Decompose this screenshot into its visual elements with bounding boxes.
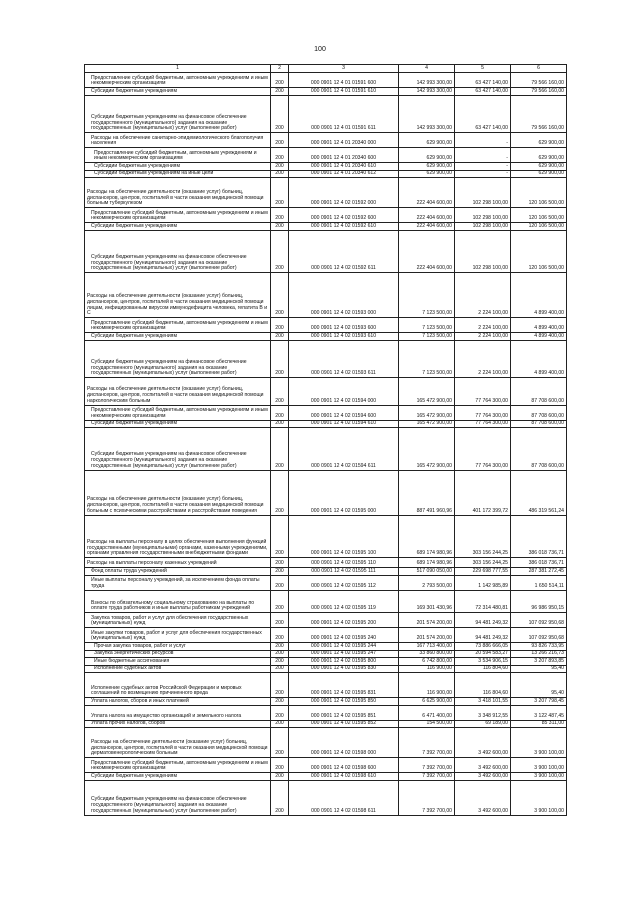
row-approved-cell: 7 392 700,00 (399, 728, 455, 758)
row-approved-cell: 629 900,00 (399, 148, 455, 163)
row-kbk-cell: 000 0901 12 4 02 01595 850 (289, 698, 399, 706)
header-row (85, 65, 567, 73)
table-row (85, 405, 567, 420)
table-row (85, 575, 567, 590)
row-name-cell: Субсидии бюджетным учреждениям на финансовое обеспечение государственного (муниципального) задания на оказание государственных (муниципальных) услуг (выполнение работ) (85, 340, 271, 378)
row-approved-cell: 7 392 700,00 (399, 758, 455, 773)
row-kbk-cell: 000 0901 12 4 02 01593 600 (289, 318, 399, 333)
row-kbk-cell: 000 0901 12 4 02 01593 000 (289, 273, 399, 318)
row-approved-cell: 689 174 980,96 (399, 558, 455, 568)
row-kbk-cell: 000 0901 12 4 02 01592 600 (289, 208, 399, 223)
row-kbk-cell: 000 0901 12 4 02 01598 610 (289, 773, 399, 781)
header-cell: 1 (85, 65, 271, 73)
row-kbk-cell: 000 0901 12 4 02 01594 610 (289, 420, 399, 428)
row-code-cell: 200 (271, 208, 289, 223)
row-kbk-cell: 000 0901 12 4 02 01595 852 (289, 720, 399, 728)
row-name-cell: Расходы на обеспечение деятельности (оказание услуг) больниц, диспансеров, центров, госпиталей в части оказания медицинской помощи больным с психическими расстройствами и расстройствами поведения (85, 470, 271, 515)
row-executed-cell: - (455, 133, 511, 148)
row-remaining-cell: 93 826 733,95 (511, 643, 567, 651)
table-row (85, 318, 567, 333)
table-row (85, 470, 567, 515)
row-remaining-cell: 87 708 600,00 (511, 378, 567, 406)
row-name-cell: Предоставление субсидий бюджетным, автономным учреждениям и иным некоммерческим организациям (85, 73, 271, 88)
row-remaining-cell: 386 018 736,71 (511, 558, 567, 568)
row-remaining-cell: 107 092 950,68 (511, 613, 567, 628)
row-executed-cell: 63 427 140,00 (455, 95, 511, 133)
table-row (85, 673, 567, 698)
table-row (85, 658, 567, 666)
row-name-cell: Уплата прочих налогов, сборов (85, 720, 271, 728)
row-remaining-cell: 120 106 500,00 (511, 208, 567, 223)
row-kbk-cell: 000 0901 12 4 01 01591 600 (289, 73, 399, 88)
page-number: 100 (314, 46, 326, 53)
row-executed-cell: - (455, 163, 511, 171)
table-row (85, 223, 567, 231)
row-remaining-cell: 85 311,00 (511, 720, 567, 728)
row-code-cell: 200 (271, 650, 289, 658)
row-remaining-cell: 79 566 160,00 (511, 95, 567, 133)
row-name-cell: Предоставление субсидий бюджетным, автономным учреждениям и иным некоммерческим организациям (85, 758, 271, 773)
row-kbk-cell: 000 0901 12 4 02 01592 000 (289, 178, 399, 208)
budget-table (84, 64, 567, 816)
row-remaining-cell: 95,40 (511, 673, 567, 698)
table-row (85, 208, 567, 223)
row-executed-cell: 72 314 480,81 (455, 590, 511, 613)
row-name-cell: Уплата налогов, сборов и иных платежей (85, 698, 271, 706)
table-row (85, 178, 567, 208)
row-approved-cell: 629 900,00 (399, 133, 455, 148)
row-approved-cell: 165 472 900,00 (399, 420, 455, 428)
row-executed-cell: 77 764 300,00 (455, 420, 511, 428)
row-name-cell: Предоставление субсидий бюджетным, автономным учреждениям и иным некоммерческим организациям (85, 148, 271, 163)
row-name-cell: Расходы на обеспечение деятельности (оказание услуг) больниц, диспансеров, центров, госпиталей в части оказания медицинской помощи наркологическим больным (85, 378, 271, 406)
table-row (85, 333, 567, 341)
row-code-cell: 200 (271, 758, 289, 773)
row-name-cell: Фонд оплаты труда учреждений (85, 568, 271, 576)
row-code-cell: 200 (271, 273, 289, 318)
table-row (85, 558, 567, 568)
row-kbk-cell: 000 0901 12 4 02 01595 110 (289, 558, 399, 568)
header-cell: 6 (511, 65, 567, 73)
row-executed-cell: 102 298 100,00 (455, 223, 511, 231)
row-code-cell: 200 (271, 340, 289, 378)
row-remaining-cell: 13 266 216,73 (511, 650, 567, 658)
row-name-cell: Иные бюджетные ассигнования (85, 658, 271, 666)
row-kbk-cell: 000 0901 12 4 01 20340 612 (289, 170, 399, 178)
row-remaining-cell: 96 986 950,15 (511, 590, 567, 613)
row-approved-cell: 116 900,00 (399, 665, 455, 673)
row-code-cell: 200 (271, 470, 289, 515)
row-remaining-cell: 3 207 893,85 (511, 658, 567, 666)
row-remaining-cell: 79 566 160,00 (511, 88, 567, 96)
row-executed-cell: 77 764 300,00 (455, 405, 511, 420)
row-remaining-cell: 629 900,00 (511, 133, 567, 148)
header-cell: 5 (455, 65, 511, 73)
header-cell: 4 (399, 65, 455, 73)
row-executed-cell: 94 481 249,32 (455, 613, 511, 628)
row-executed-cell: 3 492 600,00 (455, 728, 511, 758)
row-code-cell: 200 (271, 568, 289, 576)
row-code-cell: 200 (271, 613, 289, 628)
table-row (85, 780, 567, 815)
table-row (85, 728, 567, 758)
row-code-cell: 200 (271, 658, 289, 666)
row-code-cell: 200 (271, 665, 289, 673)
table-row (85, 340, 567, 378)
row-executed-cell: 3 534 906,15 (455, 658, 511, 666)
row-name-cell: Закупка товаров, работ и услуг для обеспечения государственных (муниципальных) нужд (85, 613, 271, 628)
row-code-cell: 200 (271, 515, 289, 558)
table-row (85, 428, 567, 471)
table-row (85, 665, 567, 673)
header-cell: 2 (271, 65, 289, 73)
row-kbk-cell: 000 0901 12 4 02 01593 610 (289, 333, 399, 341)
row-code-cell: 200 (271, 575, 289, 590)
row-code-cell: 200 (271, 333, 289, 341)
row-approved-cell: 222 404 600,00 (399, 230, 455, 273)
row-executed-cell: 116 804,60 (455, 673, 511, 698)
row-kbk-cell: 000 0901 12 4 02 01595 830 (289, 665, 399, 673)
row-remaining-cell: 120 106 500,00 (511, 178, 567, 208)
row-executed-cell: 3 418 101,55 (455, 698, 511, 706)
row-remaining-cell: 386 018 736,71 (511, 515, 567, 558)
row-kbk-cell: 000 0901 12 4 02 01595 111 (289, 568, 399, 576)
row-remaining-cell: 79 566 160,00 (511, 73, 567, 88)
row-kbk-cell: 000 0901 12 4 02 01598 611 (289, 780, 399, 815)
table-row (85, 515, 567, 558)
row-executed-cell: 1 142 985,89 (455, 575, 511, 590)
row-code-cell: 200 (271, 643, 289, 651)
header-cell: 3 (289, 65, 399, 73)
table-row (85, 613, 567, 628)
row-kbk-cell: 000 0901 12 4 02 01595 244 (289, 643, 399, 651)
row-name-cell: Предоставление субсидий бюджетным, автономным учреждениям и иным некоммерческим организациям (85, 318, 271, 333)
row-remaining-cell: 3 122 487,45 (511, 705, 567, 720)
row-approved-cell: 142 993 300,00 (399, 95, 455, 133)
row-code-cell: 200 (271, 163, 289, 171)
table-row (85, 163, 567, 171)
row-approved-cell: 222 404 600,00 (399, 178, 455, 208)
row-approved-cell: 6 625 900,00 (399, 698, 455, 706)
row-remaining-cell: 4 899 400,00 (511, 333, 567, 341)
row-name-cell: Субсидии бюджетным учреждениям на финансовое обеспечение государственного (муниципального) задания на оказание государственных (муниципальных) услуг (выполнение работ) (85, 95, 271, 133)
row-code-cell: 200 (271, 178, 289, 208)
row-name-cell: Исполнение судебных актов Российской Федерации и мировых соглашений по возмещению причиненного вреда (85, 673, 271, 698)
row-name-cell: Взносы по обязательному социальному страхованию на выплаты по оплате труда работников и иные выплаты работникам учреждений (85, 590, 271, 613)
table-row (85, 133, 567, 148)
row-kbk-cell: 000 0901 12 4 01 01591 610 (289, 88, 399, 96)
row-approved-cell: 6 471 400,00 (399, 705, 455, 720)
row-kbk-cell: 000 0901 12 4 01 01591 611 (289, 95, 399, 133)
row-remaining-cell: 95,40 (511, 665, 567, 673)
row-kbk-cell: 000 0901 12 4 02 01595 200 (289, 613, 399, 628)
row-code-cell: 200 (271, 133, 289, 148)
row-code-cell: 200 (271, 628, 289, 643)
row-executed-cell: 20 594 583,27 (455, 650, 511, 658)
row-name-cell: Иные закупки товаров, работ и услуг для обеспечения государственных (муниципальных) нужд (85, 628, 271, 643)
row-kbk-cell: 000 0901 12 4 02 01594 000 (289, 378, 399, 406)
row-remaining-cell: 3 900 100,00 (511, 758, 567, 773)
row-code-cell: 200 (271, 558, 289, 568)
row-name-cell: Расходы на выплаты персоналу казенных учреждений (85, 558, 271, 568)
row-approved-cell: 629 900,00 (399, 163, 455, 171)
row-remaining-cell: 120 106 500,00 (511, 223, 567, 231)
row-remaining-cell: 4 899 400,00 (511, 273, 567, 318)
row-kbk-cell: 000 0901 12 4 02 01592 610 (289, 223, 399, 231)
row-name-cell: Иные выплаты персоналу учреждений, за исключением фонда оплаты труда (85, 575, 271, 590)
row-kbk-cell: 000 0901 12 4 02 01595 247 (289, 650, 399, 658)
row-remaining-cell: 3 900 100,00 (511, 780, 567, 815)
row-name-cell: Субсидии бюджетным учреждениям на иные цели (85, 170, 271, 178)
row-name-cell: Субсидии бюджетным учреждениям (85, 333, 271, 341)
table-row (85, 73, 567, 88)
row-name-cell: Закупка энергетических ресурсов (85, 650, 271, 658)
row-kbk-cell: 000 0901 12 4 01 20340 000 (289, 133, 399, 148)
row-executed-cell: - (455, 148, 511, 163)
row-approved-cell: 887 491 960,96 (399, 470, 455, 515)
row-code-cell: 200 (271, 405, 289, 420)
row-executed-cell: 2 224 100,00 (455, 318, 511, 333)
row-name-cell: Субсидии бюджетным учреждениям (85, 88, 271, 96)
row-kbk-cell: 000 0901 12 4 01 20340 610 (289, 163, 399, 171)
row-name-cell: Субсидии бюджетным учреждениям (85, 420, 271, 428)
row-kbk-cell: 000 0901 12 4 02 01595 800 (289, 658, 399, 666)
row-approved-cell: 629 900,00 (399, 170, 455, 178)
row-name-cell: Субсидии бюджетным учреждениям на финансовое обеспечение государственного (муниципального) задания на оказание государственных (муниципальных) услуг (выполнение работ) (85, 428, 271, 471)
table-row (85, 148, 567, 163)
row-code-cell: 200 (271, 148, 289, 163)
row-code-cell: 200 (271, 318, 289, 333)
row-remaining-cell: 3 207 798,45 (511, 698, 567, 706)
row-executed-cell: 116 804,60 (455, 665, 511, 673)
row-name-cell: Прочая закупка товаров, работ и услуг (85, 643, 271, 651)
row-executed-cell: 63 427 140,00 (455, 88, 511, 96)
row-approved-cell: 7 123 500,00 (399, 273, 455, 318)
row-remaining-cell: 629 900,00 (511, 170, 567, 178)
table-row (85, 88, 567, 96)
row-name-cell: Субсидии бюджетным учреждениям на финансовое обеспечение государственного (муниципального) задания на оказание государственных (муниципальных) услуг (выполнение работ) (85, 230, 271, 273)
row-executed-cell: 3 492 600,00 (455, 758, 511, 773)
row-remaining-cell: 3 900 100,00 (511, 728, 567, 758)
table-row (85, 643, 567, 651)
row-remaining-cell: 120 106 500,00 (511, 230, 567, 273)
row-approved-cell: 169 301 430,96 (399, 590, 455, 613)
row-kbk-cell: 000 0901 12 4 02 01595 100 (289, 515, 399, 558)
row-approved-cell: 7 392 700,00 (399, 780, 455, 815)
row-kbk-cell: 000 0901 12 4 02 01595 831 (289, 673, 399, 698)
row-approved-cell: 165 472 900,00 (399, 378, 455, 406)
row-code-cell: 200 (271, 728, 289, 758)
row-executed-cell: 229 698 777,55 (455, 568, 511, 576)
row-code-cell: 200 (271, 698, 289, 706)
row-approved-cell: 7 123 500,00 (399, 333, 455, 341)
table-row (85, 378, 567, 406)
row-remaining-cell: 1 650 514,11 (511, 575, 567, 590)
row-kbk-cell: 000 0901 12 4 02 01595 119 (289, 590, 399, 613)
row-code-cell: 200 (271, 170, 289, 178)
row-name-cell: Субсидии бюджетным учреждениям (85, 223, 271, 231)
row-approved-cell: 142 993 300,00 (399, 73, 455, 88)
row-approved-cell: 165 472 900,00 (399, 428, 455, 471)
row-executed-cell: 3 348 912,55 (455, 705, 511, 720)
row-executed-cell: 63 427 140,00 (455, 73, 511, 88)
row-name-cell: Уплата налога на имущество организаций и земельного налога (85, 705, 271, 720)
row-code-cell: 200 (271, 780, 289, 815)
row-approved-cell: 689 174 980,96 (399, 515, 455, 558)
row-executed-cell: 2 224 100,00 (455, 340, 511, 378)
row-approved-cell: 201 574 200,00 (399, 613, 455, 628)
row-code-cell: 200 (271, 428, 289, 471)
row-executed-cell: 2 224 100,00 (455, 333, 511, 341)
row-code-cell: 200 (271, 230, 289, 273)
table-row (85, 95, 567, 133)
row-executed-cell: 303 156 244,25 (455, 515, 511, 558)
row-name-cell: Расходы на обеспечение деятельности (оказание услуг) больниц, диспансеров, центров, госпиталей в части оказания медицинской помощи дерматовенерологическим больным (85, 728, 271, 758)
row-approved-cell: 167 713 400,00 (399, 643, 455, 651)
row-remaining-cell: 87 708 600,00 (511, 405, 567, 420)
row-code-cell: 200 (271, 223, 289, 231)
row-kbk-cell: 000 0901 12 4 02 01595 240 (289, 628, 399, 643)
row-remaining-cell: 4 899 400,00 (511, 318, 567, 333)
table-row (85, 758, 567, 773)
row-executed-cell: 401 172 399,72 (455, 470, 511, 515)
row-name-cell: Субсидии бюджетным учреждениям (85, 773, 271, 781)
row-kbk-cell: 000 0901 12 4 02 01598 000 (289, 728, 399, 758)
row-name-cell: Предоставление субсидий бюджетным, автономным учреждениям и иным некоммерческим организациям (85, 208, 271, 223)
table-row (85, 420, 567, 428)
row-approved-cell: 222 404 600,00 (399, 208, 455, 223)
row-remaining-cell: 87 708 600,00 (511, 428, 567, 471)
row-name-cell: Расходы на обеспечение санитарно-эпидемиологического благополучия населения (85, 133, 271, 148)
row-remaining-cell: 107 092 950,68 (511, 628, 567, 643)
table-row (85, 170, 567, 178)
table-row (85, 568, 567, 576)
row-code-cell: 200 (271, 720, 289, 728)
row-kbk-cell: 000 0901 12 4 02 01598 600 (289, 758, 399, 773)
row-approved-cell: 7 392 700,00 (399, 773, 455, 781)
row-name-cell: Расходы на обеспечение деятельности (оказание услуг) больниц, диспансеров, центров, госпиталей в части оказания медицинской помощи лицам, инфицированным вирусом иммунодефицита человека, гепатита В и С (85, 273, 271, 318)
row-remaining-cell: 3 900 100,00 (511, 773, 567, 781)
row-code-cell: 200 (271, 378, 289, 406)
row-approved-cell: 142 993 300,00 (399, 88, 455, 96)
row-executed-cell: 69 189,00 (455, 720, 511, 728)
row-executed-cell: 102 298 100,00 (455, 208, 511, 223)
row-code-cell: 200 (271, 420, 289, 428)
row-code-cell: 200 (271, 590, 289, 613)
row-executed-cell: 2 224 100,00 (455, 273, 511, 318)
table-row (85, 720, 567, 728)
row-executed-cell: 77 764 300,00 (455, 378, 511, 406)
table-row (85, 705, 567, 720)
row-name-cell: Расходы на обеспечение деятельности (оказание услуг) больниц, диспансеров, центров, госпиталей в части оказания медицинской помощи больным туберкулезом (85, 178, 271, 208)
table-row (85, 230, 567, 273)
row-executed-cell: 77 764 300,00 (455, 428, 511, 471)
row-approved-cell: 6 742 800,00 (399, 658, 455, 666)
row-executed-cell: 102 298 100,00 (455, 178, 511, 208)
row-kbk-cell: 000 0901 12 4 01 20340 600 (289, 148, 399, 163)
row-kbk-cell: 000 0901 12 4 02 01594 611 (289, 428, 399, 471)
row-remaining-cell: 287 381 272,45 (511, 568, 567, 576)
row-name-cell: Субсидии бюджетным учреждениям на финансовое обеспечение государственного (муниципального) задания на оказание государственных (муниципальных) услуг (выполнение работ) (85, 780, 271, 815)
row-code-cell: 200 (271, 705, 289, 720)
row-code-cell: 200 (271, 73, 289, 88)
row-executed-cell: 3 492 600,00 (455, 780, 511, 815)
row-approved-cell: 222 404 600,00 (399, 223, 455, 231)
row-kbk-cell: 000 0901 12 4 02 01592 611 (289, 230, 399, 273)
table-row (85, 698, 567, 706)
row-executed-cell: 303 156 244,25 (455, 558, 511, 568)
row-executed-cell: 102 298 100,00 (455, 230, 511, 273)
row-approved-cell: 7 123 500,00 (399, 340, 455, 378)
table-row (85, 628, 567, 643)
row-approved-cell: 201 574 200,00 (399, 628, 455, 643)
table-row (85, 273, 567, 318)
row-approved-cell: 7 123 500,00 (399, 318, 455, 333)
row-approved-cell: 154 500,00 (399, 720, 455, 728)
row-executed-cell: 94 481 249,32 (455, 628, 511, 643)
row-code-cell: 200 (271, 88, 289, 96)
row-executed-cell: 3 492 600,00 (455, 773, 511, 781)
row-code-cell: 200 (271, 673, 289, 698)
row-remaining-cell: 629 900,00 (511, 148, 567, 163)
row-name-cell: Расходы на выплаты персоналу в целях обеспечения выполнения функций государственными (муниципальными) органами, казенными учреждениями, органами управления государственными внебюджетными фондами (85, 515, 271, 558)
row-kbk-cell: 000 0901 12 4 02 01594 600 (289, 405, 399, 420)
row-executed-cell: - (455, 170, 511, 178)
row-approved-cell: 116 900,00 (399, 673, 455, 698)
row-approved-cell: 33 860 800,00 (399, 650, 455, 658)
row-approved-cell: 517 090 050,00 (399, 568, 455, 576)
row-kbk-cell: 000 0901 12 4 02 01595 851 (289, 705, 399, 720)
row-code-cell: 200 (271, 95, 289, 133)
table-row (85, 650, 567, 658)
row-code-cell: 200 (271, 773, 289, 781)
row-remaining-cell: 629 900,00 (511, 163, 567, 171)
row-name-cell: Исполнение судебных актов (85, 665, 271, 673)
row-approved-cell: 165 472 900,00 (399, 405, 455, 420)
row-remaining-cell: 87 708 600,00 (511, 420, 567, 428)
row-kbk-cell: 000 0901 12 4 02 01595 000 (289, 470, 399, 515)
row-executed-cell: 73 886 666,05 (455, 643, 511, 651)
row-remaining-cell: 486 319 561,24 (511, 470, 567, 515)
row-name-cell: Субсидии бюджетным учреждениям (85, 163, 271, 171)
row-kbk-cell: 000 0901 12 4 02 01595 112 (289, 575, 399, 590)
table-row (85, 590, 567, 613)
row-remaining-cell: 4 899 400,00 (511, 340, 567, 378)
table-row (85, 773, 567, 781)
row-approved-cell: 2 793 500,00 (399, 575, 455, 590)
row-name-cell: Предоставление субсидий бюджетным, автономным учреждениям и иным некоммерческим организациям (85, 405, 271, 420)
row-kbk-cell: 000 0901 12 4 02 01593 611 (289, 340, 399, 378)
